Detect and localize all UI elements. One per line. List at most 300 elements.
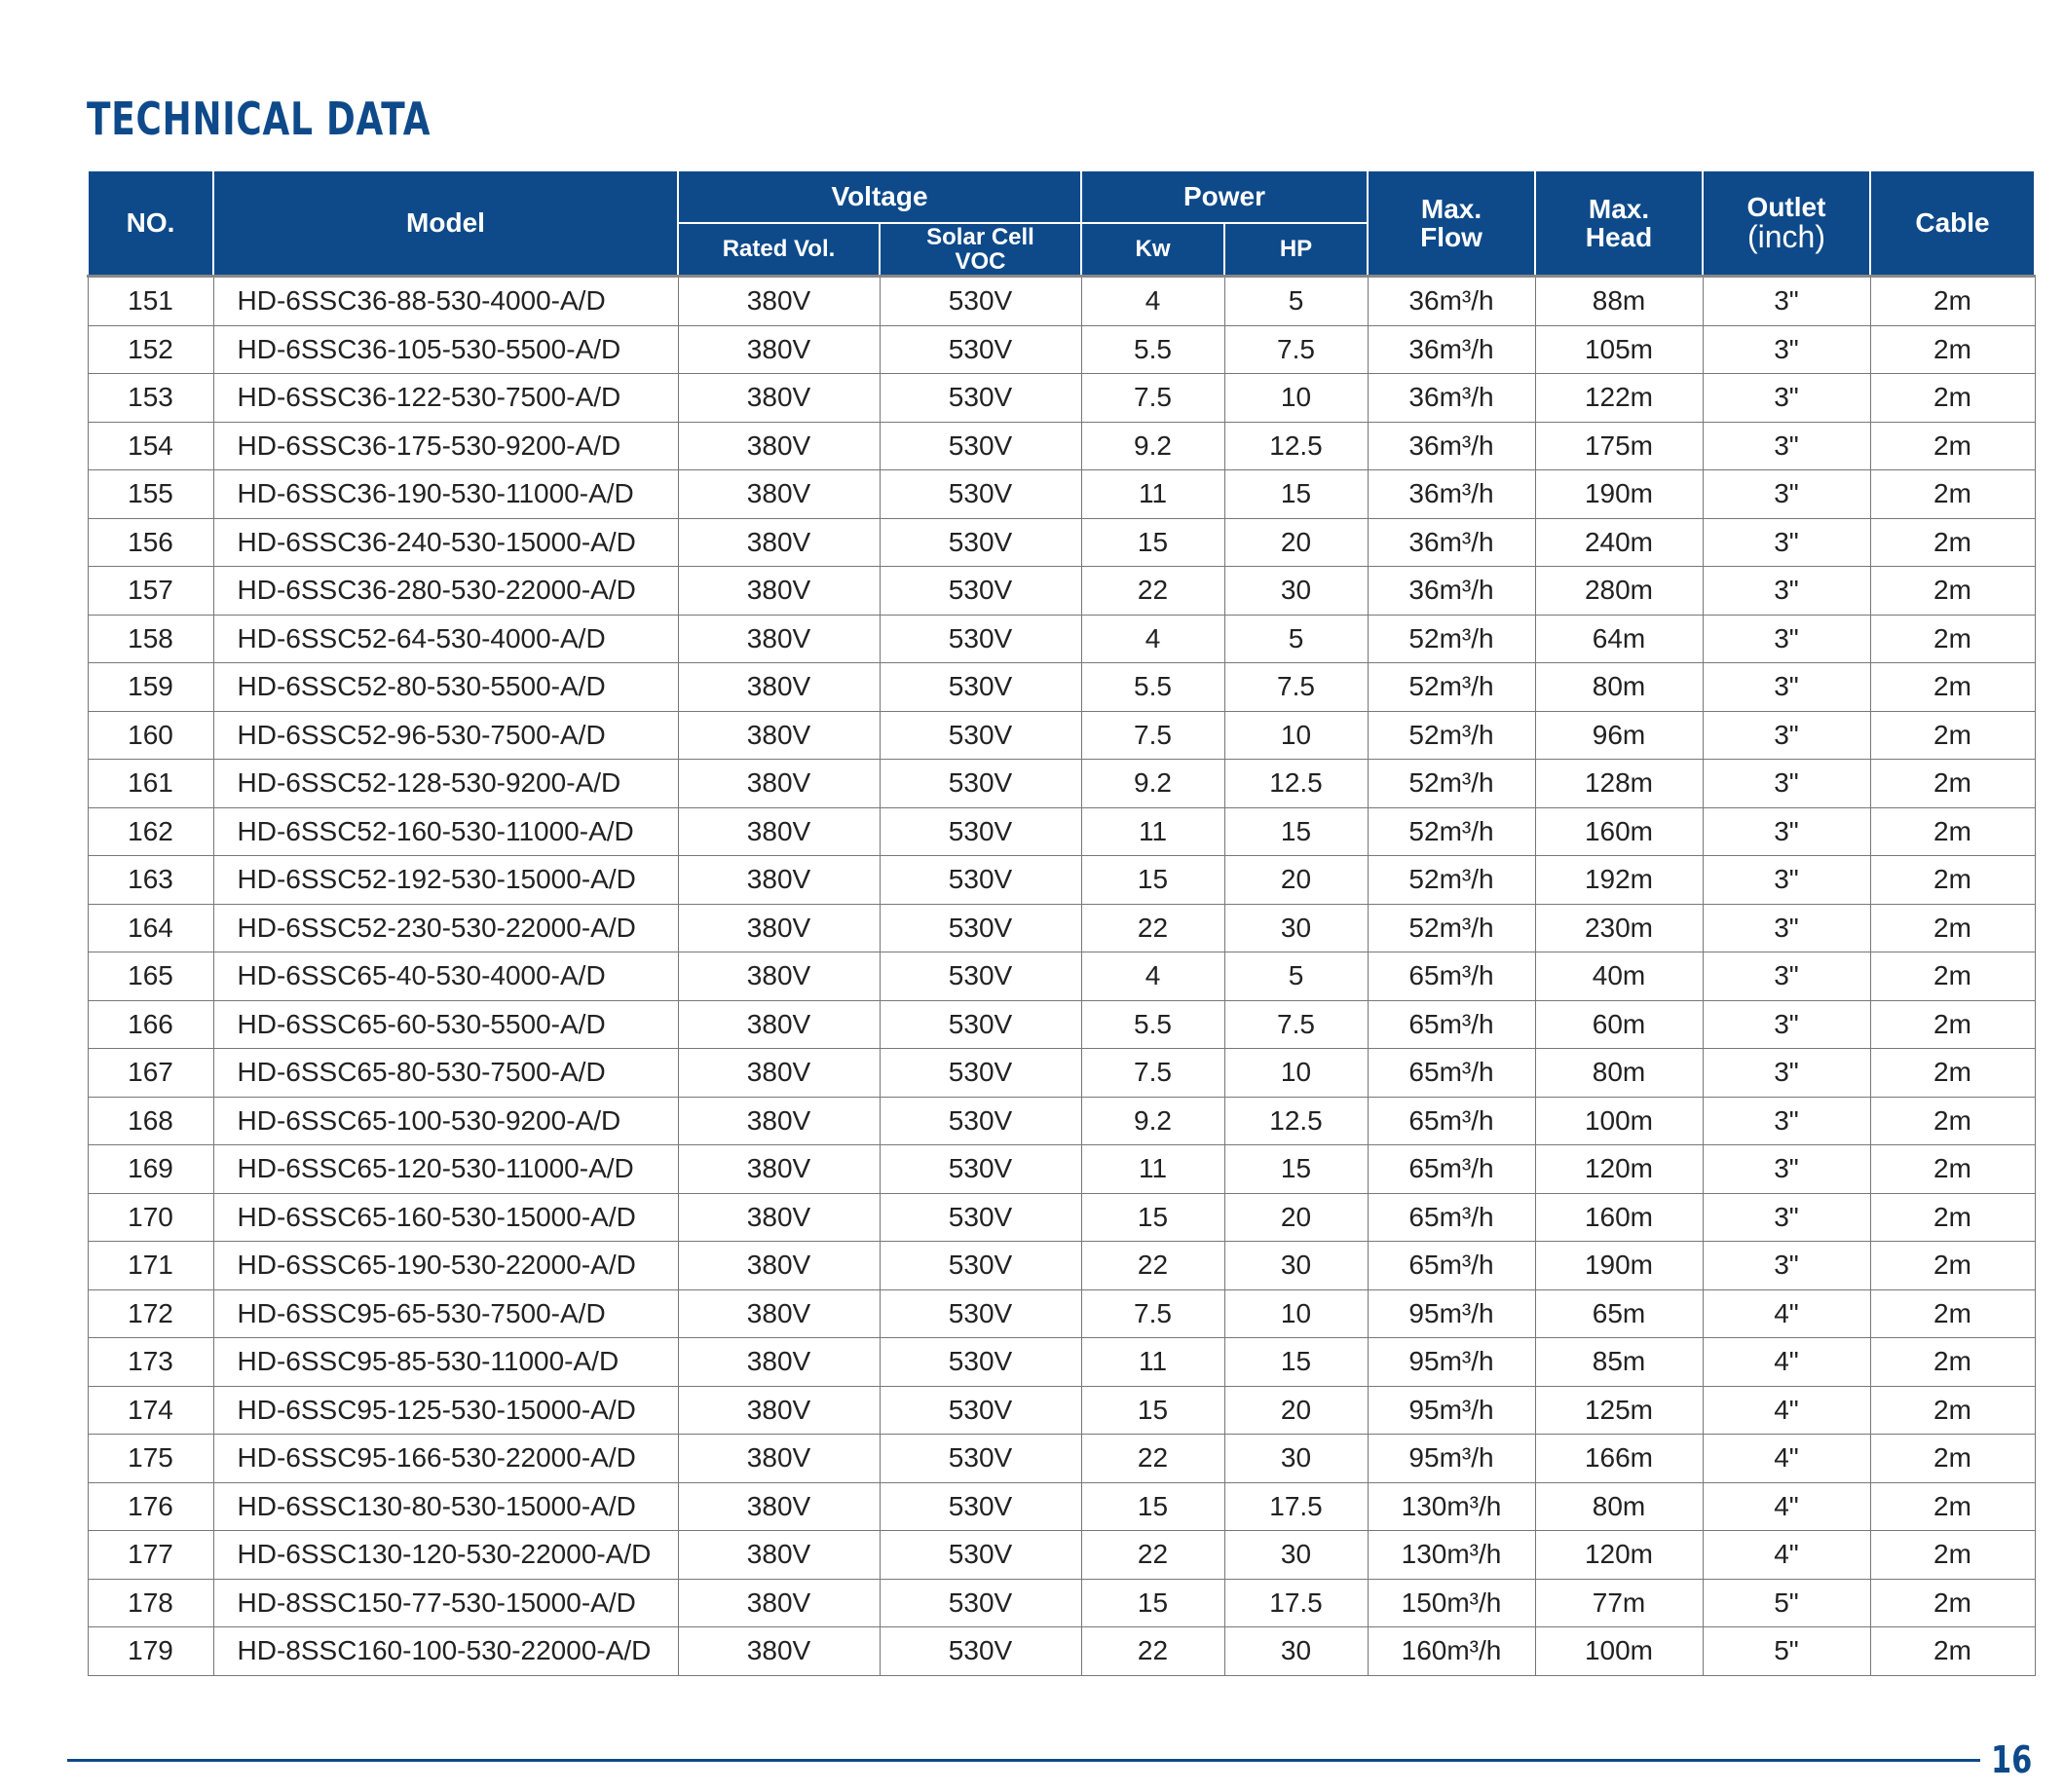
cell-no: 166 [88, 1000, 213, 1049]
cell-rated-vol: 380V [678, 807, 880, 856]
cell-outlet: 4" [1703, 1482, 1870, 1531]
header-max-head-line2: Head [1585, 222, 1653, 252]
cell-max-flow: 36m³/h [1368, 567, 1535, 616]
cell-rated-vol: 380V [678, 422, 880, 470]
cell-no: 177 [88, 1531, 213, 1580]
cell-max-head: 122m [1535, 374, 1703, 423]
cell-solar-voc: 530V [880, 1435, 1081, 1483]
cell-model: HD-6SSC52-64-530-4000-A/D [213, 615, 678, 663]
page-title: TECHNICAL DATA [87, 93, 432, 145]
header-hp: HP [1224, 223, 1368, 277]
cell-model: HD-6SSC52-96-530-7500-A/D [213, 711, 678, 760]
cell-outlet: 3" [1703, 904, 1870, 952]
cell-max-head: 65m [1535, 1289, 1703, 1338]
cell-solar-voc: 530V [880, 1338, 1081, 1387]
cell-cable: 2m [1870, 1579, 2035, 1627]
header-solar-cell-line2: VOC [955, 248, 1006, 275]
cell-no: 171 [88, 1242, 213, 1290]
cell-solar-voc: 530V [880, 518, 1081, 567]
table-row [88, 760, 2035, 808]
cell-outlet: 4" [1703, 1531, 1870, 1580]
cell-cable: 2m [1870, 518, 2035, 567]
cell-solar-voc: 530V [880, 1000, 1081, 1049]
cell-outlet: 3" [1703, 422, 1870, 470]
cell-max-flow: 130m³/h [1368, 1531, 1535, 1580]
cell-outlet: 3" [1703, 807, 1870, 856]
cell-kw: 9.2 [1081, 760, 1224, 808]
cell-max-flow: 36m³/h [1368, 277, 1535, 326]
cell-rated-vol: 380V [678, 1435, 880, 1483]
cell-max-head: 80m [1535, 663, 1703, 712]
cell-max-flow: 65m³/h [1368, 1193, 1535, 1242]
cell-solar-voc: 530V [880, 615, 1081, 663]
cell-kw: 22 [1081, 1627, 1224, 1676]
cell-kw: 5.5 [1081, 663, 1224, 712]
cell-no: 169 [88, 1145, 213, 1194]
cell-solar-voc: 530V [880, 325, 1081, 374]
table-row [88, 422, 2035, 470]
cell-kw: 9.2 [1081, 422, 1224, 470]
header-max-head [1535, 170, 1703, 277]
cell-no: 175 [88, 1435, 213, 1483]
cell-max-head: 40m [1535, 952, 1703, 1001]
header-max-flow-line1: Max. [1420, 193, 1482, 224]
cell-hp: 5 [1224, 952, 1368, 1001]
cell-model: HD-6SSC52-160-530-11000-A/D [213, 807, 678, 856]
cell-rated-vol: 380V [678, 663, 880, 712]
table-row [88, 1579, 2035, 1627]
cell-hp: 15 [1224, 470, 1368, 519]
cell-solar-voc: 530V [880, 807, 1081, 856]
cell-model: HD-6SSC52-192-530-15000-A/D [213, 856, 678, 905]
cell-max-head: 192m [1535, 856, 1703, 905]
cell-kw: 4 [1081, 277, 1224, 326]
cell-outlet: 3" [1703, 856, 1870, 905]
table-row [88, 1145, 2035, 1194]
cell-no: 157 [88, 567, 213, 616]
cell-max-head: 160m [1535, 807, 1703, 856]
cell-model: HD-6SSC95-65-530-7500-A/D [213, 1289, 678, 1338]
cell-cable: 2m [1870, 1435, 2035, 1483]
header-voltage: Voltage [678, 170, 1081, 223]
cell-hp: 30 [1224, 1531, 1368, 1580]
cell-max-flow: 52m³/h [1368, 711, 1535, 760]
cell-cable: 2m [1870, 277, 2035, 326]
cell-max-flow: 52m³/h [1368, 856, 1535, 905]
cell-kw: 5.5 [1081, 325, 1224, 374]
cell-max-head: 128m [1535, 760, 1703, 808]
cell-rated-vol: 380V [678, 1145, 880, 1194]
cell-cable: 2m [1870, 1338, 2035, 1387]
header-outlet-line2: (inch) [1746, 218, 1825, 254]
cell-solar-voc: 530V [880, 1579, 1081, 1627]
cell-outlet: 3" [1703, 1242, 1870, 1290]
cell-solar-voc: 530V [880, 1145, 1081, 1194]
cell-model: HD-6SSC65-160-530-15000-A/D [213, 1193, 678, 1242]
cell-kw: 7.5 [1081, 1049, 1224, 1098]
cell-kw: 11 [1081, 470, 1224, 519]
cell-hp: 30 [1224, 1627, 1368, 1676]
cell-no: 161 [88, 760, 213, 808]
cell-hp: 30 [1224, 904, 1368, 952]
cell-max-head: 80m [1535, 1049, 1703, 1098]
header-outlet-line1: Outlet [1746, 191, 1826, 222]
cell-outlet: 3" [1703, 663, 1870, 712]
cell-max-flow: 95m³/h [1368, 1386, 1535, 1435]
header-no: NO. [88, 170, 213, 277]
header-rated-vol: Rated Vol. [678, 223, 880, 277]
cell-model: HD-6SSC52-80-530-5500-A/D [213, 663, 678, 712]
cell-solar-voc: 530V [880, 1193, 1081, 1242]
cell-max-flow: 52m³/h [1368, 904, 1535, 952]
cell-max-flow: 95m³/h [1368, 1338, 1535, 1387]
header-max-head-line1: Max. [1588, 193, 1650, 224]
cell-rated-vol: 380V [678, 1579, 880, 1627]
cell-no: 152 [88, 325, 213, 374]
cell-hp: 17.5 [1224, 1579, 1368, 1627]
cell-solar-voc: 530V [880, 1097, 1081, 1145]
cell-solar-voc: 530V [880, 952, 1081, 1001]
cell-model: HD-6SSC52-128-530-9200-A/D [213, 760, 678, 808]
cell-cable: 2m [1870, 374, 2035, 423]
table-row [88, 807, 2035, 856]
table-row [88, 1531, 2035, 1580]
cell-no: 160 [88, 711, 213, 760]
cell-model: HD-6SSC36-175-530-9200-A/D [213, 422, 678, 470]
cell-cable: 2m [1870, 1531, 2035, 1580]
cell-outlet: 3" [1703, 567, 1870, 616]
cell-model: HD-6SSC130-120-530-22000-A/D [213, 1531, 678, 1580]
cell-max-head: 120m [1535, 1145, 1703, 1194]
cell-hp: 15 [1224, 1338, 1368, 1387]
cell-solar-voc: 530V [880, 422, 1081, 470]
cell-model: HD-6SSC95-125-530-15000-A/D [213, 1386, 678, 1435]
table-row [88, 1289, 2035, 1338]
cell-outlet: 4" [1703, 1338, 1870, 1387]
cell-model: HD-6SSC95-166-530-22000-A/D [213, 1435, 678, 1483]
cell-model: HD-6SSC95-85-530-11000-A/D [213, 1338, 678, 1387]
cell-model: HD-6SSC65-60-530-5500-A/D [213, 1000, 678, 1049]
cell-outlet: 3" [1703, 1097, 1870, 1145]
cell-outlet: 4" [1703, 1435, 1870, 1483]
table-row [88, 1386, 2035, 1435]
cell-rated-vol: 380V [678, 1242, 880, 1290]
cell-max-head: 105m [1535, 325, 1703, 374]
cell-rated-vol: 380V [678, 1000, 880, 1049]
cell-cable: 2m [1870, 1386, 2035, 1435]
cell-hp: 10 [1224, 711, 1368, 760]
cell-rated-vol: 380V [678, 325, 880, 374]
cell-hp: 15 [1224, 807, 1368, 856]
table-header [88, 170, 2035, 277]
cell-max-flow: 130m³/h [1368, 1482, 1535, 1531]
cell-hp: 17.5 [1224, 1482, 1368, 1531]
cell-kw: 15 [1081, 1482, 1224, 1531]
cell-max-head: 280m [1535, 567, 1703, 616]
cell-kw: 15 [1081, 1193, 1224, 1242]
cell-max-flow: 160m³/h [1368, 1627, 1535, 1676]
cell-kw: 7.5 [1081, 374, 1224, 423]
cell-max-head: 175m [1535, 422, 1703, 470]
cell-max-head: 64m [1535, 615, 1703, 663]
cell-kw: 4 [1081, 615, 1224, 663]
header-outlet [1703, 170, 1870, 277]
cell-cable: 2m [1870, 807, 2035, 856]
cell-solar-voc: 530V [880, 1531, 1081, 1580]
cell-hp: 15 [1224, 1145, 1368, 1194]
cell-model: HD-6SSC36-88-530-4000-A/D [213, 277, 678, 326]
cell-kw: 7.5 [1081, 711, 1224, 760]
cell-kw: 22 [1081, 1531, 1224, 1580]
cell-rated-vol: 380V [678, 1627, 880, 1676]
cell-solar-voc: 530V [880, 1049, 1081, 1098]
cell-max-head: 85m [1535, 1338, 1703, 1387]
cell-no: 172 [88, 1289, 213, 1338]
cell-rated-vol: 380V [678, 1531, 880, 1580]
cell-max-flow: 52m³/h [1368, 663, 1535, 712]
cell-model: HD-6SSC65-40-530-4000-A/D [213, 952, 678, 1001]
cell-model: HD-6SSC36-122-530-7500-A/D [213, 374, 678, 423]
table-row [88, 615, 2035, 663]
table-row [88, 1242, 2035, 1290]
cell-outlet: 5" [1703, 1627, 1870, 1676]
cell-model: HD-6SSC65-120-530-11000-A/D [213, 1145, 678, 1194]
cell-hp: 10 [1224, 1289, 1368, 1338]
cell-no: 159 [88, 663, 213, 712]
cell-hp: 12.5 [1224, 422, 1368, 470]
cell-solar-voc: 530V [880, 277, 1081, 326]
cell-model: HD-8SSC150-77-530-15000-A/D [213, 1579, 678, 1627]
cell-outlet: 3" [1703, 325, 1870, 374]
cell-solar-voc: 530V [880, 904, 1081, 952]
cell-cable: 2m [1870, 663, 2035, 712]
cell-outlet: 4" [1703, 1289, 1870, 1338]
cell-max-flow: 36m³/h [1368, 374, 1535, 423]
cell-kw: 22 [1081, 904, 1224, 952]
cell-cable: 2m [1870, 1289, 2035, 1338]
table-row [88, 1097, 2035, 1145]
cell-cable: 2m [1870, 952, 2035, 1001]
cell-max-head: 160m [1535, 1193, 1703, 1242]
cell-no: 153 [88, 374, 213, 423]
cell-hp: 12.5 [1224, 1097, 1368, 1145]
cell-no: 165 [88, 952, 213, 1001]
cell-max-flow: 95m³/h [1368, 1435, 1535, 1483]
cell-hp: 30 [1224, 567, 1368, 616]
table-row [88, 1338, 2035, 1387]
cell-no: 164 [88, 904, 213, 952]
cell-kw: 15 [1081, 1579, 1224, 1627]
header-power: Power [1081, 170, 1368, 223]
cell-no: 167 [88, 1049, 213, 1098]
cell-outlet: 3" [1703, 952, 1870, 1001]
cell-kw: 5.5 [1081, 1000, 1224, 1049]
cell-rated-vol: 380V [678, 856, 880, 905]
cell-kw: 15 [1081, 518, 1224, 567]
cell-hp: 20 [1224, 518, 1368, 567]
cell-outlet: 3" [1703, 374, 1870, 423]
cell-model: HD-6SSC65-80-530-7500-A/D [213, 1049, 678, 1098]
cell-model: HD-6SSC36-240-530-15000-A/D [213, 518, 678, 567]
cell-rated-vol: 380V [678, 518, 880, 567]
cell-max-flow: 65m³/h [1368, 1049, 1535, 1098]
cell-hp: 30 [1224, 1435, 1368, 1483]
footer-divider [67, 1759, 1980, 1762]
cell-cable: 2m [1870, 1049, 2035, 1098]
page-number: 16 [1991, 1738, 2033, 1781]
cell-hp: 10 [1224, 1049, 1368, 1098]
cell-rated-vol: 380V [678, 567, 880, 616]
header-cable: Cable [1870, 170, 2035, 277]
header-solar-cell-line1: Solar Cell [926, 223, 1034, 250]
cell-kw: 22 [1081, 567, 1224, 616]
table-row [88, 374, 2035, 423]
cell-rated-vol: 380V [678, 1049, 880, 1098]
table-row [88, 1627, 2035, 1676]
table-row [88, 1482, 2035, 1531]
cell-rated-vol: 380V [678, 277, 880, 326]
cell-outlet: 3" [1703, 760, 1870, 808]
table-row [88, 567, 2035, 616]
table-row [88, 711, 2035, 760]
cell-solar-voc: 530V [880, 374, 1081, 423]
cell-hp: 20 [1224, 1193, 1368, 1242]
cell-max-head: 190m [1535, 470, 1703, 519]
header-solar-cell [880, 223, 1081, 277]
cell-hp: 30 [1224, 1242, 1368, 1290]
cell-hp: 20 [1224, 856, 1368, 905]
cell-hp: 10 [1224, 374, 1368, 423]
cell-no: 155 [88, 470, 213, 519]
cell-outlet: 3" [1703, 1000, 1870, 1049]
cell-model: HD-6SSC36-105-530-5500-A/D [213, 325, 678, 374]
cell-rated-vol: 380V [678, 1338, 880, 1387]
cell-rated-vol: 380V [678, 615, 880, 663]
cell-max-flow: 36m³/h [1368, 422, 1535, 470]
cell-kw: 11 [1081, 1338, 1224, 1387]
cell-no: 154 [88, 422, 213, 470]
cell-max-flow: 65m³/h [1368, 1242, 1535, 1290]
cell-cable: 2m [1870, 760, 2035, 808]
cell-max-head: 120m [1535, 1531, 1703, 1580]
cell-max-flow: 52m³/h [1368, 615, 1535, 663]
header-kw: Kw [1081, 223, 1224, 277]
cell-max-flow: 36m³/h [1368, 518, 1535, 567]
cell-rated-vol: 380V [678, 1097, 880, 1145]
table-row [88, 1049, 2035, 1098]
cell-hp: 5 [1224, 615, 1368, 663]
cell-cable: 2m [1870, 856, 2035, 905]
cell-solar-voc: 530V [880, 663, 1081, 712]
cell-model: HD-8SSC160-100-530-22000-A/D [213, 1627, 678, 1676]
cell-cable: 2m [1870, 422, 2035, 470]
cell-max-head: 96m [1535, 711, 1703, 760]
cell-no: 173 [88, 1338, 213, 1387]
cell-model: HD-6SSC36-190-530-11000-A/D [213, 470, 678, 519]
cell-rated-vol: 380V [678, 1193, 880, 1242]
table-row [88, 856, 2035, 905]
cell-outlet: 3" [1703, 518, 1870, 567]
cell-solar-voc: 530V [880, 1242, 1081, 1290]
cell-cable: 2m [1870, 615, 2035, 663]
cell-rated-vol: 380V [678, 1289, 880, 1338]
cell-hp: 20 [1224, 1386, 1368, 1435]
cell-cable: 2m [1870, 567, 2035, 616]
cell-kw: 7.5 [1081, 1289, 1224, 1338]
cell-model: HD-6SSC65-190-530-22000-A/D [213, 1242, 678, 1290]
cell-hp: 7.5 [1224, 325, 1368, 374]
cell-kw: 22 [1081, 1435, 1224, 1483]
cell-outlet: 4" [1703, 1386, 1870, 1435]
cell-rated-vol: 380V [678, 904, 880, 952]
cell-no: 178 [88, 1579, 213, 1627]
table-body [88, 277, 2035, 1676]
cell-max-head: 60m [1535, 1000, 1703, 1049]
cell-kw: 15 [1081, 1386, 1224, 1435]
cell-no: 158 [88, 615, 213, 663]
cell-cable: 2m [1870, 1627, 2035, 1676]
cell-solar-voc: 530V [880, 1289, 1081, 1338]
cell-rated-vol: 380V [678, 470, 880, 519]
cell-model: HD-6SSC52-230-530-22000-A/D [213, 904, 678, 952]
cell-max-flow: 65m³/h [1368, 1097, 1535, 1145]
cell-kw: 4 [1081, 952, 1224, 1001]
cell-cable: 2m [1870, 1145, 2035, 1194]
cell-max-flow: 36m³/h [1368, 470, 1535, 519]
table-row [88, 325, 2035, 374]
cell-rated-vol: 380V [678, 374, 880, 423]
cell-model: HD-6SSC65-100-530-9200-A/D [213, 1097, 678, 1145]
cell-cable: 2m [1870, 1000, 2035, 1049]
cell-max-head: 240m [1535, 518, 1703, 567]
cell-no: 163 [88, 856, 213, 905]
table-row [88, 1193, 2035, 1242]
cell-cable: 2m [1870, 1097, 2035, 1145]
cell-cable: 2m [1870, 470, 2035, 519]
cell-solar-voc: 530V [880, 1482, 1081, 1531]
cell-max-head: 100m [1535, 1627, 1703, 1676]
cell-outlet: 3" [1703, 615, 1870, 663]
cell-solar-voc: 530V [880, 1627, 1081, 1676]
cell-kw: 22 [1081, 1242, 1224, 1290]
cell-outlet: 3" [1703, 1145, 1870, 1194]
cell-outlet: 3" [1703, 277, 1870, 326]
table-row [88, 1435, 2035, 1483]
cell-max-head: 230m [1535, 904, 1703, 952]
cell-no: 156 [88, 518, 213, 567]
cell-cable: 2m [1870, 1242, 2035, 1290]
cell-kw: 9.2 [1081, 1097, 1224, 1145]
table-row [88, 904, 2035, 952]
cell-solar-voc: 530V [880, 1386, 1081, 1435]
cell-no: 162 [88, 807, 213, 856]
cell-rated-vol: 380V [678, 1386, 880, 1435]
cell-max-head: 88m [1535, 277, 1703, 326]
cell-max-head: 80m [1535, 1482, 1703, 1531]
cell-hp: 5 [1224, 277, 1368, 326]
cell-max-head: 190m [1535, 1242, 1703, 1290]
header-max-flow-line2: Flow [1420, 222, 1482, 252]
cell-cable: 2m [1870, 904, 2035, 952]
cell-cable: 2m [1870, 325, 2035, 374]
cell-cable: 2m [1870, 1482, 2035, 1531]
cell-max-flow: 65m³/h [1368, 1145, 1535, 1194]
cell-max-flow: 52m³/h [1368, 760, 1535, 808]
cell-outlet: 3" [1703, 470, 1870, 519]
cell-cable: 2m [1870, 1193, 2035, 1242]
table-row [88, 663, 2035, 712]
cell-max-head: 77m [1535, 1579, 1703, 1627]
